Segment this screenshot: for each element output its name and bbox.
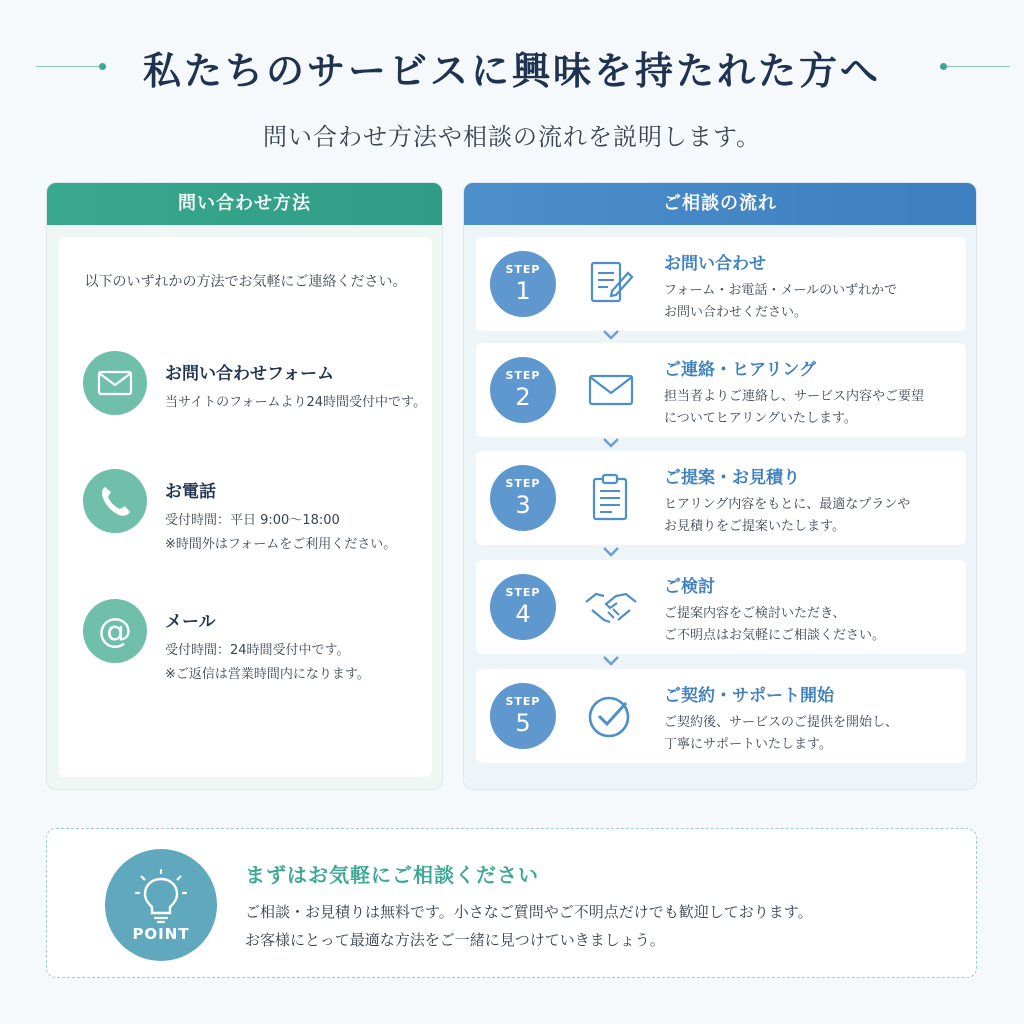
step-label: STEP xyxy=(505,695,541,708)
step-number: 2 xyxy=(515,383,531,411)
step-label: STEP xyxy=(505,586,541,599)
step-description: 丁寧にサポートいたします。 xyxy=(664,737,832,752)
clipboard-icon xyxy=(584,471,638,525)
step-badge xyxy=(490,357,556,423)
contact-method-text: 当サイトのフォームより24時間受付中です。 xyxy=(165,395,426,410)
step-badge xyxy=(490,251,556,317)
step-number: 5 xyxy=(515,709,531,737)
step-description: ご契約後、サービスのご提供を開始し、 xyxy=(664,715,899,730)
step-description: ヒアリング内容をもとに、最適なプランや xyxy=(664,497,911,512)
svg-text:@: @ xyxy=(98,611,132,651)
step-description: お問い合わせください。 xyxy=(664,305,808,320)
phone-icon xyxy=(83,469,147,533)
contact-method-phone[interactable] xyxy=(83,469,423,569)
contact-method-title: お問い合わせフォーム xyxy=(165,364,335,384)
contact-method-note: ※時間外はフォームをご利用ください。 xyxy=(165,537,397,552)
flow-step-1 xyxy=(476,237,966,331)
step-description: についてヒアリングいたします。 xyxy=(664,411,857,426)
flow-step-2 xyxy=(476,343,966,437)
step-description: フォーム・お電話・メールのいずれかで xyxy=(664,283,898,298)
contact-methods-box xyxy=(59,237,432,777)
title-decoration-right xyxy=(940,66,1010,68)
step-title: ご検討 xyxy=(664,577,715,597)
chevron-down-icon xyxy=(601,655,621,667)
step-number: 4 xyxy=(515,600,531,628)
flow-step-4 xyxy=(476,560,966,654)
step-badge xyxy=(490,683,556,749)
point-box xyxy=(46,828,977,978)
envelope-icon xyxy=(584,363,638,417)
point-label: POINT xyxy=(132,925,190,943)
contact-panel-heading: 問い合わせ方法 xyxy=(47,183,442,225)
step-number: 1 xyxy=(515,277,531,305)
page-header xyxy=(0,40,1024,152)
step-label: STEP xyxy=(505,369,541,382)
page-title: 私たちのサービスに興味を持たれた方へ xyxy=(142,48,881,93)
title-decoration-left xyxy=(36,66,106,68)
at-sign-icon xyxy=(83,599,147,663)
point-title: まずはお気軽にご相談ください xyxy=(245,863,539,887)
contact-method-email[interactable] xyxy=(83,599,423,699)
chevron-down-icon xyxy=(601,546,621,558)
step-badge xyxy=(490,574,556,640)
contact-intro: 以下のいずれかの方法でお気軽にご連絡ください。 xyxy=(84,274,407,290)
check-circle-icon xyxy=(584,689,638,743)
step-title: ご連絡・ヒアリング xyxy=(664,360,816,380)
step-description: ご不明点はお気軽にご相談ください。 xyxy=(664,628,886,643)
contact-methods-panel xyxy=(46,182,443,790)
lightbulb-icon xyxy=(105,849,217,961)
contact-method-note: ※ご返信は営業時間内になります。 xyxy=(165,667,370,682)
flow-panel-heading: ご相談の流れ xyxy=(464,183,976,225)
point-text: お客様にとって最適な方法をご一緒に見つけていきましょう。 xyxy=(245,931,665,949)
contact-method-title: メール xyxy=(165,612,216,632)
point-text: ご相談・お見積りは無料です。小さなご質問やご不明点だけでも歓迎しております。 xyxy=(245,903,813,921)
step-description: お見積りをご提案いたします。 xyxy=(664,519,845,534)
step-description: 担当者よりご連絡し、サービス内容やご要望 xyxy=(664,389,925,404)
envelope-icon xyxy=(83,351,147,415)
handshake-icon xyxy=(584,580,638,634)
step-badge xyxy=(490,465,556,531)
flow-step-5 xyxy=(476,669,966,763)
contact-method-form[interactable] xyxy=(83,351,426,451)
step-title: ご提案・お見積り xyxy=(664,468,800,488)
contact-method-text: 受付時間：24時間受付中です。 xyxy=(165,643,350,658)
page-subtitle: 問い合わせ方法や相談の流れを説明します。 xyxy=(262,123,762,151)
flow-step-3 xyxy=(476,451,966,545)
step-title: ご契約・サポート開始 xyxy=(664,686,834,706)
contact-method-title: お電話 xyxy=(165,482,216,502)
point-badge xyxy=(105,849,217,961)
chevron-down-icon xyxy=(601,437,621,449)
step-label: STEP xyxy=(505,477,541,490)
contact-method-text: 受付時間：平日 9:00〜18:00 xyxy=(165,513,340,528)
step-description: ご提案内容をご検討いただき、 xyxy=(664,606,846,621)
document-pen-icon xyxy=(584,257,638,311)
step-number: 3 xyxy=(515,491,531,519)
step-title: お問い合わせ xyxy=(664,254,766,274)
chevron-down-icon xyxy=(601,329,621,341)
step-label: STEP xyxy=(505,263,541,276)
consultation-flow-panel xyxy=(463,182,977,790)
